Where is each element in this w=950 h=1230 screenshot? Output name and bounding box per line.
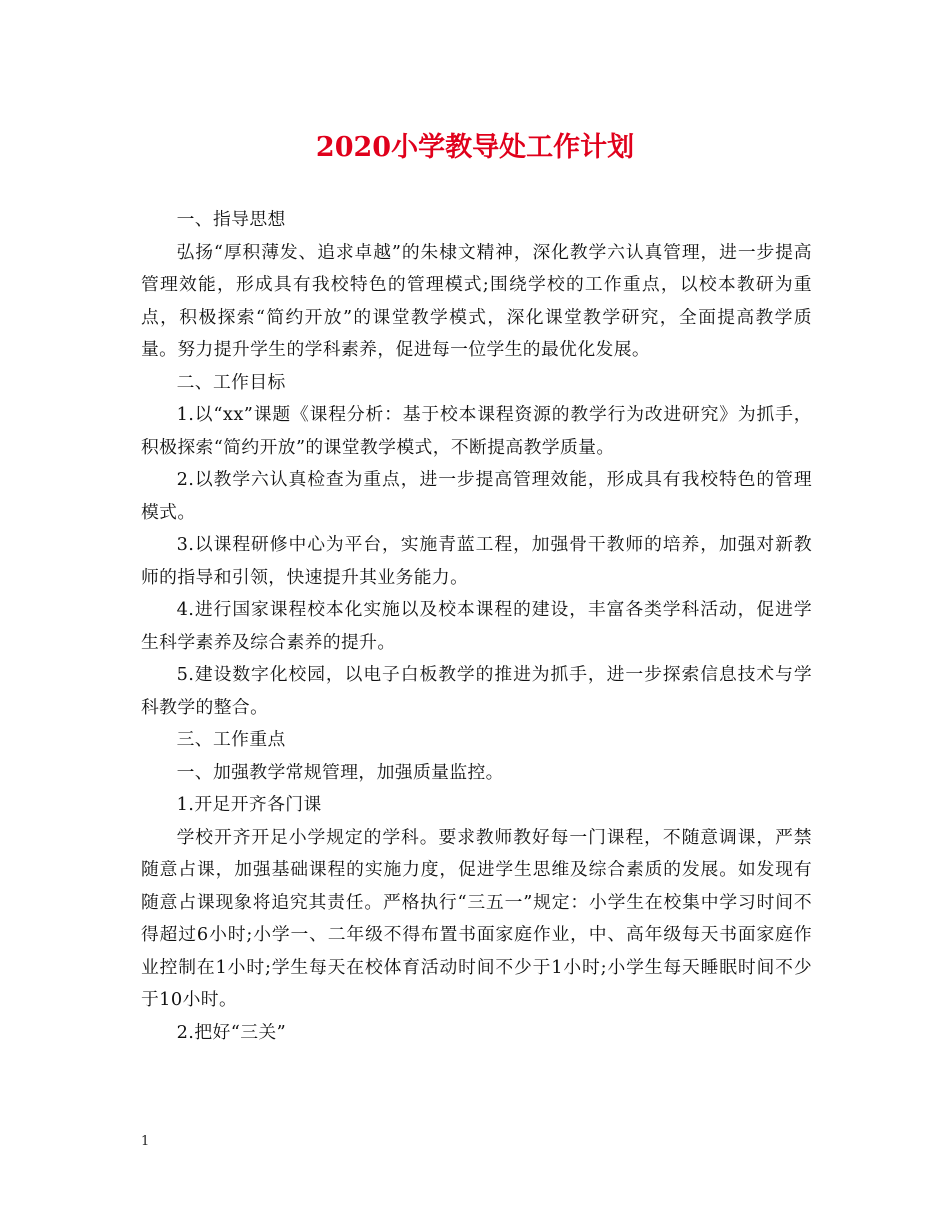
document-title: 2020小学教导处工作计划 bbox=[315, 132, 635, 163]
document-body bbox=[141, 204, 812, 1049]
paragraph-guiding-ideology: 弘扬“厚积薄发、追求卓越”的朱棣文精神，深化教学六认真管理，进一步提高管理效能，形成具有我校特色的管理模式;围绕学校的工作重点，以校本教研为重点，积极探索“简约开放”的课堂教学模式，深化课堂教学研究，全面提高教学质量。努力提升学生的学科素养，促进每一位学生的最优化发展。 bbox=[141, 241, 812, 360]
page-number: 1 bbox=[141, 1134, 150, 1149]
item-full-courses: 1.开足开齐各门课 bbox=[176, 794, 322, 815]
subheading-teaching-routine: 一、加强教学常规管理，加强质量监控。 bbox=[176, 761, 504, 783]
heading-work-focus: 三、工作重点 bbox=[176, 729, 286, 750]
paragraph-full-courses: 学校开齐开足小学规定的学科。要求教师教好每一门课程，不随意调课，严禁随意占课，加强基础课程的实施力度，促进学生思维及综合素质的发展。如发现有随意占课现象将追究其责任。严格执行“三五一”规定：小学生在校集中学习时间不得超过6小时;小学一、二年级不得布置书面家庭作业，中、高年级每天书面家庭作业控制在1小时;学生每天在校体育活动时间不少于1小时;小学生每天睡眠时间不少于10小时。 bbox=[141, 826, 812, 1010]
goal-item-5: 5.建设数字化校园，以电子白板教学的推进为抓手，进一步探索信息技术与学科教学的整合。 bbox=[141, 664, 812, 718]
goal-item-3: 3.以课程研修中心为平台，实施青蓝工程，加强骨干教师的培养，加强对新教师的指导和引领，快速提升其业务能力。 bbox=[141, 534, 812, 588]
goal-item-1: 1.以“xx”课题《课程分析：基于校本课程资源的教学行为改进研究》为抓手，积极探索“简约开放”的课堂教学模式，不断提高教学质量。 bbox=[141, 404, 812, 458]
goal-item-2: 2.以教学六认真检查为重点，进一步提高管理效能，形成具有我校特色的管理模式。 bbox=[141, 469, 812, 523]
item-three-checks: 2.把好“三关” bbox=[176, 1021, 287, 1043]
heading-work-goals: 二、工作目标 bbox=[176, 371, 286, 393]
goal-item-4: 4.进行国家课程校本化实施以及校本课程的建设，丰富各类学科活动，促进学生科学素养及综合素养的提升。 bbox=[141, 599, 812, 653]
heading-guiding-ideology: 一、指导思想 bbox=[176, 209, 286, 230]
